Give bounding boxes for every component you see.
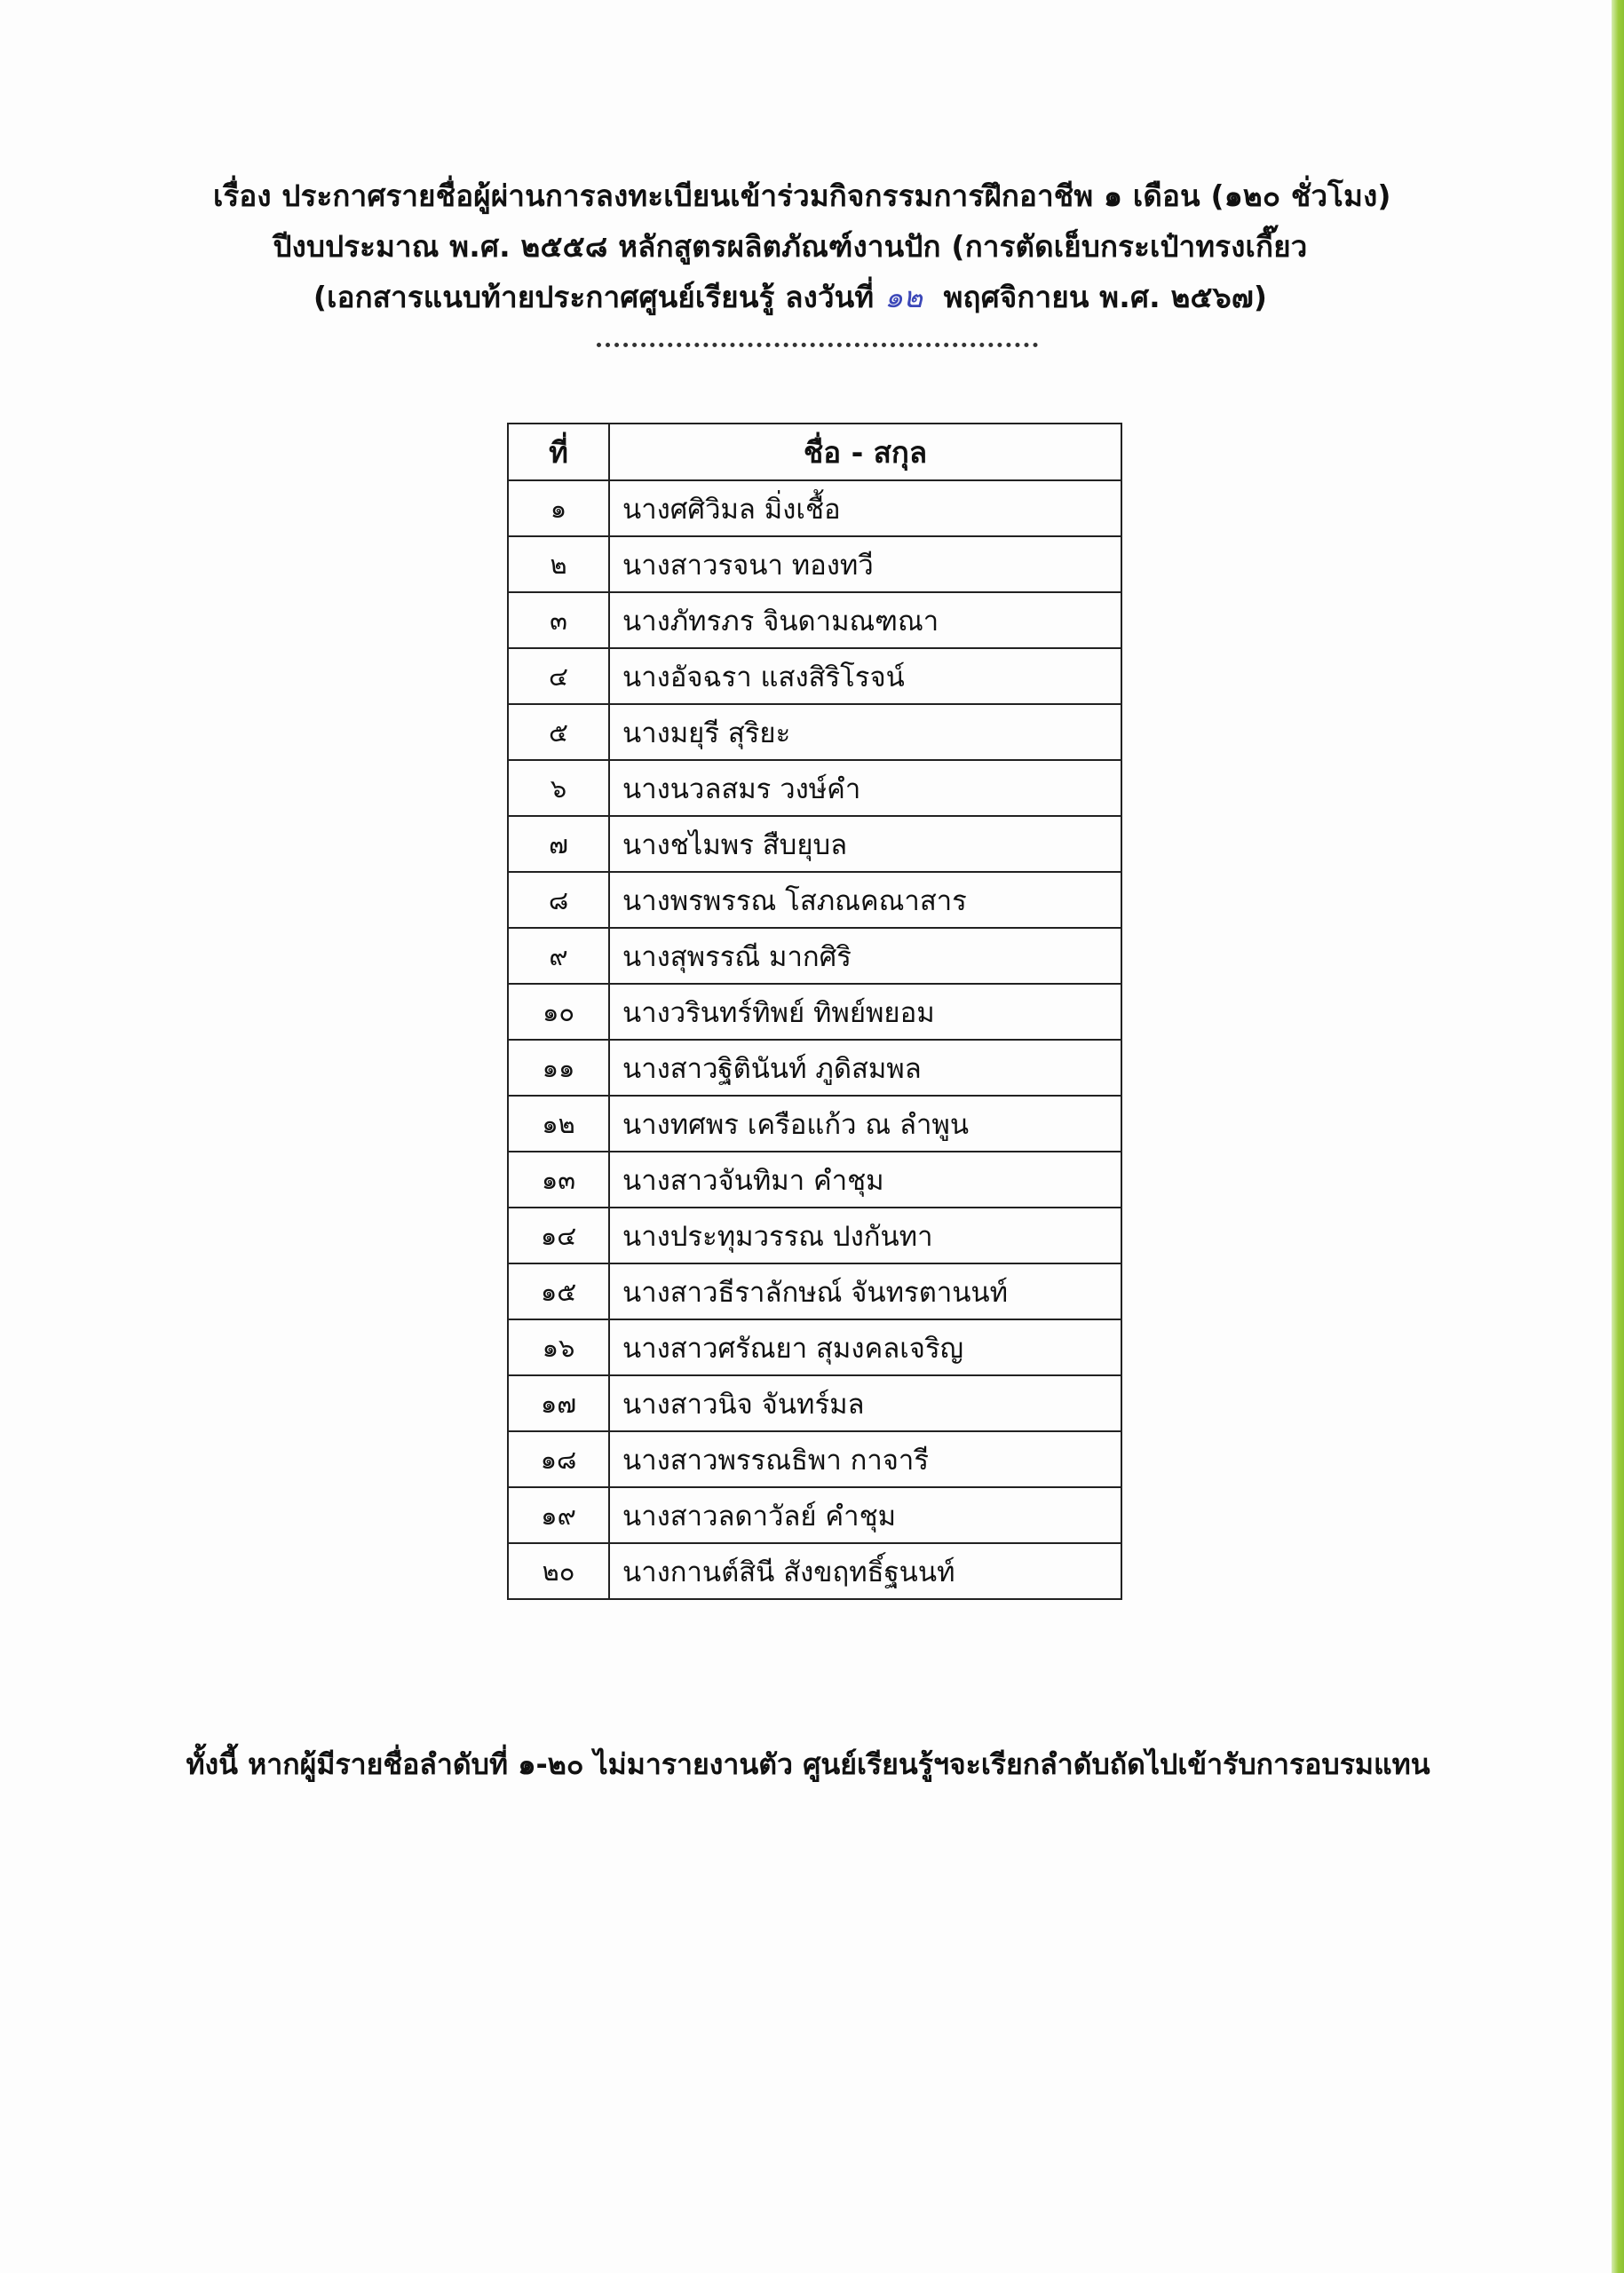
column-header-name: ชื่อ - สกุล	[609, 424, 1121, 480]
participant-name: นางสาวรจนา ทองทวี	[609, 536, 1121, 592]
row-number: ๑๘	[508, 1431, 609, 1487]
row-number: ๑๐	[508, 984, 609, 1040]
handwritten-day: ๑๒	[884, 280, 923, 314]
dotted-separator	[597, 337, 1038, 347]
participant-name: นางนวลสมร วงษ์คำ	[609, 760, 1121, 816]
row-number: ๖	[508, 760, 609, 816]
table-row	[508, 1040, 1121, 1096]
participant-name: นางอัจฉรา แสงสิริโรจน์	[609, 648, 1121, 704]
table-row	[508, 1487, 1121, 1543]
row-number: ๑	[508, 480, 609, 536]
table-body	[508, 480, 1121, 1599]
table-row	[508, 1375, 1121, 1431]
participant-name: นางสาวลดาวัลย์ คำชุม	[609, 1487, 1121, 1543]
row-number: ๒	[508, 536, 609, 592]
participant-name: นางมยุรี สุริยะ	[609, 704, 1121, 760]
table-row	[508, 648, 1121, 704]
table-row	[508, 1208, 1121, 1263]
row-number: ๗	[508, 816, 609, 872]
footer-note: ทั้งนี้ หากผู้มีรายชื่อลำดับที่ ๑-๒๐ ไม่มารายงานตัว ศูนย์เรียนรู้ฯจะเรียกลำดับถัดไปเข้ารับการอบรมแทน	[186, 1747, 1430, 1781]
row-number: ๑๕	[508, 1263, 609, 1319]
table-row	[508, 536, 1121, 592]
participant-name: นางสาวพรรณธิพา กาจารี	[609, 1431, 1121, 1487]
row-number: ๕	[508, 704, 609, 760]
table-row	[508, 984, 1121, 1040]
table-row	[508, 760, 1121, 816]
row-number: ๘	[508, 872, 609, 928]
table-row	[508, 928, 1121, 984]
table-row	[508, 1319, 1121, 1375]
table-row	[508, 1263, 1121, 1319]
participant-name: นางชไมพร สืบยุบล	[609, 816, 1121, 872]
row-number: ๑๔	[508, 1208, 609, 1263]
participant-name: นางสาวธีราลักษณ์ จันทรตานนท์	[609, 1263, 1121, 1319]
header-line-2: ปีงบประมาณ พ.ศ. ๒๕๕๘ หลักสูตรผลิตภัณฑ์งานปัก (การตัดเย็บกระเป๋าทรงเกี๊ยว	[273, 229, 1308, 264]
document-header	[213, 170, 1391, 322]
table-row	[508, 872, 1121, 928]
header-line-3-prefix: (เอกสารแนบท้ายประกาศศูนย์เรียนรู้ ลงวันที่	[313, 280, 875, 314]
table-row	[508, 1543, 1121, 1599]
row-number: ๑๑	[508, 1040, 609, 1096]
participant-table	[507, 423, 1122, 1600]
participant-name: นางสาวศรัณยา สุมงคลเจริญ	[609, 1319, 1121, 1375]
table-row	[508, 704, 1121, 760]
participant-name: นางพรพรรณ โสภณคณาสาร	[609, 872, 1121, 928]
row-number: ๑๖	[508, 1319, 609, 1375]
table-row	[508, 1152, 1121, 1208]
row-number: ๑๓	[508, 1152, 609, 1208]
table-row	[508, 1431, 1121, 1487]
row-number: ๔	[508, 648, 609, 704]
participant-name: นางประทุมวรรณ ปงกันทา	[609, 1208, 1121, 1263]
participant-name: นางสาวนิจ จันทร์มล	[609, 1375, 1121, 1431]
participant-name: นางสุพรรณี มากศิริ	[609, 928, 1121, 984]
row-number: ๒๐	[508, 1543, 609, 1599]
table-row	[508, 592, 1121, 648]
table-row	[508, 480, 1121, 536]
participant-name: นางวรินทร์ทิพย์ ทิพย์พยอม	[609, 984, 1121, 1040]
participant-name: นางกานต์สินี สังขฤทธิ์ฐนนท์	[609, 1543, 1121, 1599]
participant-name: นางศศิวิมล มิ่งเชื้อ	[609, 480, 1121, 536]
row-number: ๑๒	[508, 1096, 609, 1152]
participant-name: นางทศพร เครือแก้ว ณ ลำพูน	[609, 1096, 1121, 1152]
row-number: ๑๙	[508, 1487, 609, 1543]
participant-name: นางสาวฐิตินันท์ ภูดิสมพล	[609, 1040, 1121, 1096]
page-edge-stripe	[1612, 0, 1624, 2273]
table-header-row	[508, 424, 1121, 480]
table-row	[508, 816, 1121, 872]
header-line-3-suffix: พฤศจิกายน พ.ศ. ๒๕๖๗)	[943, 280, 1268, 314]
table-row	[508, 1096, 1121, 1152]
header-line-3	[213, 272, 1367, 322]
row-number: ๙	[508, 928, 609, 984]
participant-name: นางสาวจันทิมา คำชุม	[609, 1152, 1121, 1208]
column-header-number: ที่	[508, 424, 609, 480]
participant-name: นางภัทรภร จินดามณฑณา	[609, 592, 1121, 648]
row-number: ๑๗	[508, 1375, 609, 1431]
row-number: ๓	[508, 592, 609, 648]
header-line-1: เรื่อง ประกาศรายชื่อผู้ผ่านการลงทะเบียนเข้าร่วมกิจกรรมการฝึกอาชีพ ๑ เดือน (๑๒๐ ชั่วโมง)	[213, 178, 1391, 213]
